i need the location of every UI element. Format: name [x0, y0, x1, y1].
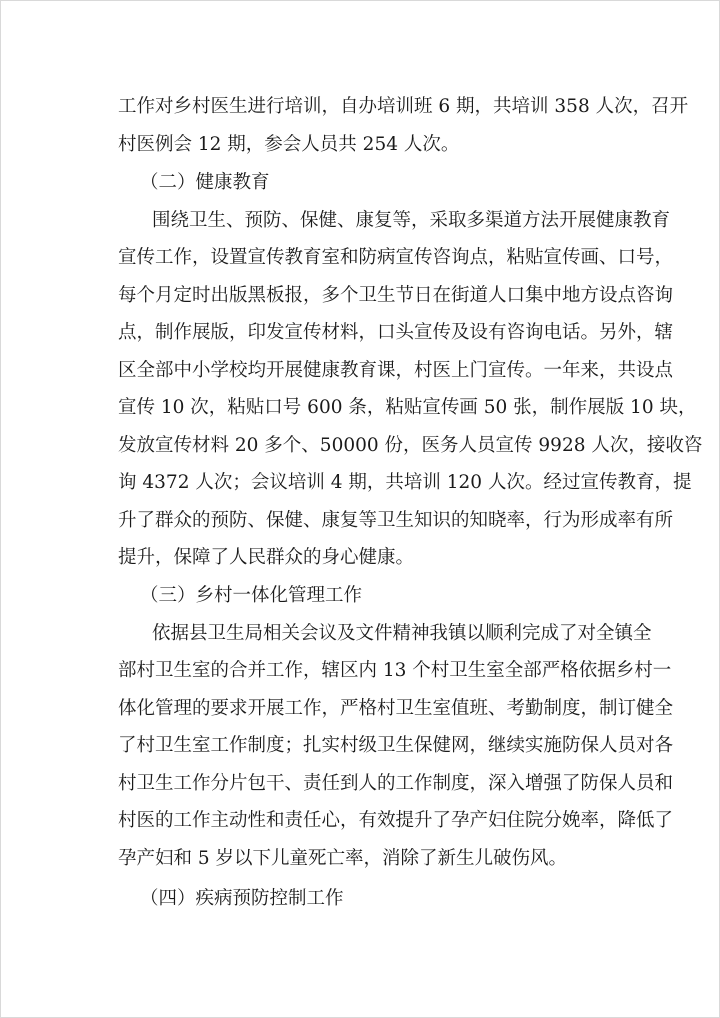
text-line: 部村卫生室的合并工作，辖区内 13 个村卫生室全部严格依据乡村一 — [118, 660, 672, 681]
text-line: 围绕卫生、预防、保健、康复等，采取多渠道方法开展健康教育 — [152, 210, 671, 231]
text-line: 提升，保障了人民群众的身心健康。 — [118, 547, 415, 568]
text-line: 每个月定时出版黑板报，多个卫生节日在街道人口集中地方设点咨询 — [118, 285, 674, 306]
section-heading: （四）疾病预防控制工作 — [140, 888, 344, 909]
text-line: 了村卫生室工作制度；扎实村级卫生保健网，继续实施防保人员对各 — [118, 735, 674, 756]
text-line: 点，制作展版，印发宣传材料，口头宣传及设有咨询电话。另外，辖 — [118, 322, 674, 343]
text-line: 区全部中小学校均开展健康教育课，村医上门宣传。一年来，共设点 — [118, 360, 674, 381]
text-line: 孕产妇和 5 岁以下儿童死亡率，消除了新生儿破伤风。 — [118, 848, 568, 869]
section-heading: （三）乡村一体化管理工作 — [140, 585, 363, 606]
text-line: 宣传 10 次，粘贴口号 600 条，粘贴宣传画 50 张，制作展版 10 块， — [118, 397, 697, 418]
text-line: 村医例会 12 期，参会人员共 254 人次。 — [118, 134, 460, 155]
text-line: 工作对乡村医生进行培训，自办培训班 6 期，共培训 358 人次，召开 — [118, 96, 689, 117]
section-heading: （二）健康教育 — [140, 172, 270, 193]
text-line: 询 4372 人次；会议培训 4 期，共培训 120 人次。经过宣传教育，提 — [118, 472, 692, 493]
text-line: 升了群众的预防、保健、康复等卫生知识的知晓率，行为形成率有所 — [118, 510, 674, 531]
text-line: 发放宣传材料 20 多个、50000 份，医务人员宣传 9928 人次，接收咨 — [118, 435, 703, 456]
text-line: 村卫生工作分片包干、责任到人的工作制度，深入增强了防保人员和 — [118, 773, 674, 794]
text-line: 体化管理的要求开展工作，严格村卫生室值班、考勤制度，制订健全 — [118, 698, 674, 719]
text-line: 宣传工作，设置宣传教育室和防病宣传咨询点，粘贴宣传画、口号， — [118, 247, 674, 268]
text-line: 村医的工作主动性和责任心，有效提升了孕产妇住院分娩率，降低了 — [118, 810, 674, 831]
text-line: 依据县卫生局相关会议及文件精神我镇以顺利完成了对全镇全 — [152, 623, 652, 644]
